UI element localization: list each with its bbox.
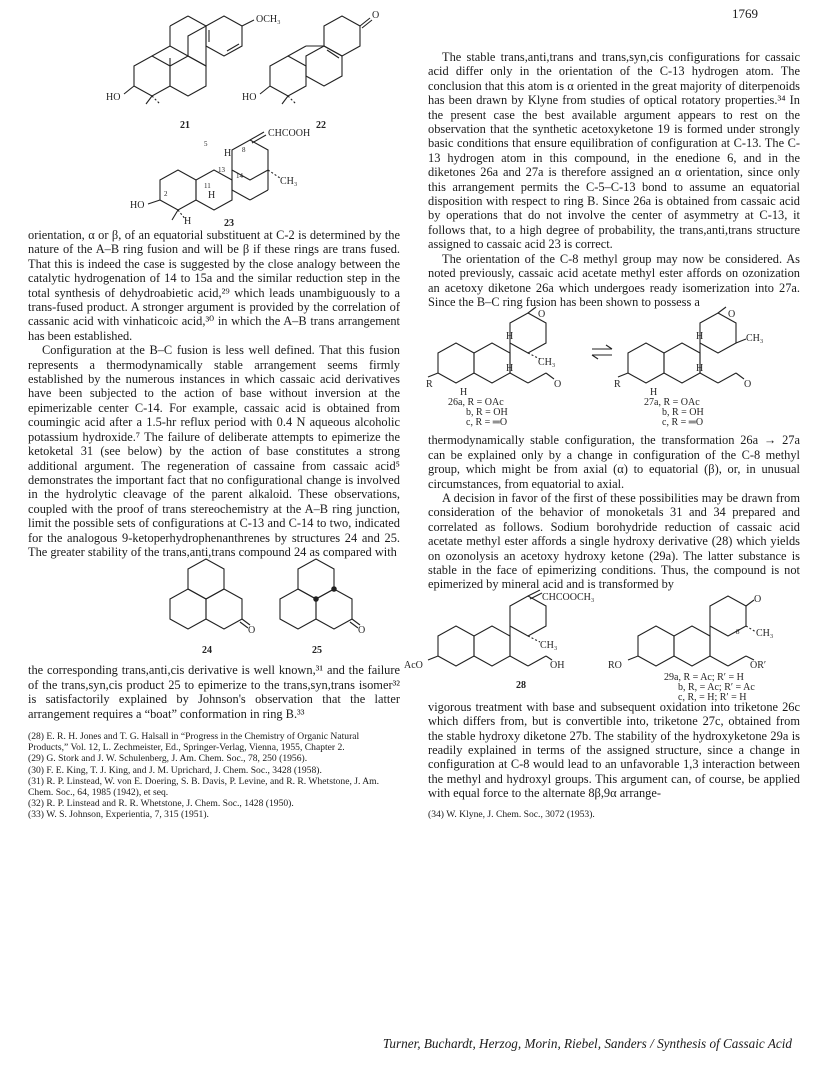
s29-ro: RO [608,659,622,671]
s29-n8: 8 [736,627,740,636]
s27-ch3: CH₃ [746,333,764,345]
s22-o-label: O [372,10,380,21]
left-para-after: the corresponding trans,anti,cis derivative is well known,³¹ and the failure of the trans,syn,cis product 25 to epimerize to the trans,syn,trans isomer³² is satisfactorily explained by Johnson's observation that the latter arrangement requires a “boat” conformation in ring B.³³ [28,663,400,721]
s23-number: 23 [224,218,234,229]
left-para-orientation: orientation, α or β, of an equatorial substituent at C-2 is determined by the nature of the A–B ring fusion and will be β if these rings are trans fused. That this is indeed the case is suggested by the close analogy between the catalytic hydrogenation of 14 to 15a and the similar reduction step in the total synthesis of dehydroabietic acid,²⁹ which leads unambiguously to a trans-fused product. A stronger argument is provided by the correlation of cassanic acid with vinhaticoic acid,³⁰ in which the A–B trans arrangement has been established. [28,228,400,343]
structure-25 [280,559,365,656]
structures-26-27 [428,309,800,429]
ref-28: (28) E. R. H. Jones and T. G. Halsall in “Progress in the Chemistry of Organic Natural Products,” Vol. 12, L. Zechmeister, Ed., Springer-Verlag, Vienna, 1955, Chapter 2. [28,730,360,754]
s23-n5: 5 [204,140,208,148]
s23-ho-label: HO [130,200,145,211]
right-para-c8: The orientation of the C-8 methyl group may now be considered. As noted previously, cassaic acid acetate methyl ester affords on ozonization an acetoxy diketone 26a which undergoes ready isomerization into 27a. Since the B–C ring fusion has been shown to possess a [428,251,800,309]
s29-label-b: b, R, = Ac; R′ = Ac [678,681,755,693]
structure-27 [614,307,763,428]
ref-33: (33) W. S. Johnson, Experientia, 7, 315 (1951). [28,809,209,821]
s27-label-a: 27a, R = OAc [644,397,700,409]
s27-h1: H [696,331,704,343]
right-para-stable: The stable trans,anti,trans and trans,syn,cis configurations for cassaic acid differ only in the orientation of the C-13 hydrogen atom. The conclusion that this atom is α oriented in the great majority of diterpenoids has been drawn by Klyne from studies of optical rotatory properties.³⁴ In the present case the best available argument appears to rest on the observation that the synthetic acetoxyketone 19 is formed under strongly basic conditions that ensure equilibration of configuration at C-13. The C-13 hydrogen atom in this compound, in the enedione 6, and in the diketones 26a and 27a is therefore assigned an α orientation, since only this arrangement permits the C-5–C-13 bond to assume an equatorial disposition with respect to ring B. Since 26a is obtained from cassaic acid by operations that do not involve the center of asymmetry at C-13, it follows that, to a high degree of probability, the trans,anti,trans structure assigned to cassaic acid 23 is correct. [428,50,800,252]
s23-h3-label: H [184,216,192,227]
s26-ch3: CH₃ [538,357,556,369]
right-para-decision: A decision in favor of the first of these possibilities may be drawn from consideration of the behavior of monoketals 31 and 34 prepared and correlated as follows. Sodium borohydride reduction of cassaic acid acetate methyl ester affords a single hydroxy derivative (28) which yields on ozonolysis an acetoxy hydroxy ketone (29a). The latter substance is stable in the face of epimerizing conditions. Thus, the compound is not epimerized by mineral acid and is transformed by [428,490,800,592]
s26-o-top: O [538,309,546,321]
s27-o-bottom: O [744,379,752,391]
structure-29 [608,594,773,703]
s29-or: OR′ [750,659,767,671]
ref-32: (32) R. P. Linstead and R. R. Whetstone, J. Chem. Soc., 1428 (1950). [28,798,294,810]
running-footer: Turner, Buchardt, Herzog, Morin, Riebel, Sanders / Synthesis of Cassaic Acid [382,1036,792,1051]
s23-n2: 2 [164,190,168,198]
s22-ho-label: HO [242,92,257,103]
page-number: 1769 [732,6,758,21]
s28-oh: OH [550,659,565,671]
s24-number: 24 [202,645,212,657]
s23-n8: 8 [242,146,246,154]
s27-h2: H [696,363,704,375]
s29-o: O [754,593,762,605]
s25-o-label: O [358,625,366,637]
s23-n11: 11 [204,182,211,190]
s21-och3-label: OCH₃ [256,14,281,25]
s27-h3: H [650,387,658,399]
s28-chcooch3: CHCOOCH₃ [542,591,595,603]
structure-28 [404,590,594,691]
structures-28-29 [404,591,800,703]
s26-h3: H [460,387,468,399]
ref-34: (34) W. Klyne, J. Chem. Soc., 3072 (1953). [428,808,595,820]
structure-26 [426,307,561,428]
s21-ho-label: HO [106,92,121,103]
structure-23 [28,126,400,228]
s24-o-label: O [248,625,256,637]
s26-r: R [426,379,433,391]
s27-label-b: b, R = OH [662,407,704,419]
equilibrium-arrows [592,345,612,359]
s27-label-c: c, R = ═O [662,417,704,429]
s23-h-label: H [224,148,232,159]
s28-number: 28 [516,679,526,691]
structure-21 [106,14,281,131]
s26-h2: H [506,363,514,375]
s26-h1: H [506,331,514,343]
s22-number: 22 [316,120,326,131]
s29-label-c: c, R, = H; R′ = H [678,691,747,703]
structures-24-25 [28,559,400,657]
s23-chcooh-label: CHCOOH [268,128,311,139]
s26-label-a: 26a, R = OAc [448,397,504,409]
s28-aco: AcO [404,659,423,671]
left-column [28,0,400,821]
s21-number: 21 [180,120,190,131]
left-references [28,731,400,821]
s23-n13: 13 [218,166,225,174]
ref-31: (31) R. P. Linstead, W. von E. Doering, S. B. Davis, P. Levine, and R. R. Whetstone, J. Am. Chem. Soc., 64, 1985 (1942), et seq. [28,775,380,798]
right-column [404,50,800,820]
s25-number: 25 [312,645,322,657]
s29-ch3: CH₃ [756,627,774,639]
s23-h2-label: H [208,190,216,201]
right-para-vigorous: vigorous treatment with base and subsequent oxidation into triketone 26c which differs from, but is convertible into, triketone 27c, obtained from the stable hydroxy diketone 27b. The stability of the hydroxyketone 29a is readily explained in terms of the assigned structure, since a change in configuration at C-8 would lead to an unfavorable 1,3 interaction between the methyl and hydroxyl groups. This argument can, of course, be applied with equal force to the alternate 8β,9α arrange- [428,699,800,801]
right-para-thermo: thermodynamically stable configuration, the transformation 26a → 27a can be explained only by a change in configuration of the C-8 methyl group, which might be from axial (α) to equatorial (β), or, in unusual circumstances, from equatorial to axial. [428,433,800,491]
structures-21-22 [28,0,400,134]
s27-r: R [614,379,621,391]
left-para-config: Configuration at the B–C fusion is less well defined. That this fusion represents a thermodynamically stable arrangement seems firmly established by the numerous instances in which cassaic acid derivatives have been subjected to the action of base without inversion at the epimerizable center C-14. For example, cassaic acid is obtained from coumingic acid after a 1.5-hr reflux period with 0.4 N aqueous alcoholic potassium hydroxide.⁷ The failure of deliberate attempts to epimerize the ketoketal 31 (see below) by the action of base constitutes a strong additional argument. The regeneration of cassaine from cassaic acid⁵ demonstrates the important fact that no configurational change is involved in the hydrolytic cleavage of the parent alkaloid. These observations, coupled with the proof of trans stereochemistry at the A–B ring junction, limit the possible sets of configurations at C-13 and C-14 to two, indicated for the analogous 9-ketoperhydrophenanthrenes by structures 24 and 25. The greater stability of the trans,anti,trans compound 24 as compared with [28,343,400,559]
ref-29: (29) G. Stork and J. W. Schulenberg, J. Am. Chem. Soc., 78, 250 (1956). [28,753,308,765]
s26-label-c: c, R = ═O [466,417,508,429]
s28-ch3: CH₃ [540,639,558,651]
ref-30: (30) F. E. King, T. J. King, and J. M. Uprichard, J. Chem. Soc., 3428 (1958). [28,764,322,776]
s23-ch3-label: CH₃ [280,176,298,187]
structure-24 [170,559,255,656]
s26-label-b: b, R = OH [466,407,508,419]
s27-o-top: O [728,309,736,321]
structure-22 [242,10,379,131]
s26-o-bottom: O [554,379,562,391]
s29-label-a: 29a, R = Ac; R′ = H [664,671,744,683]
s23-n14: 14 [236,172,243,180]
